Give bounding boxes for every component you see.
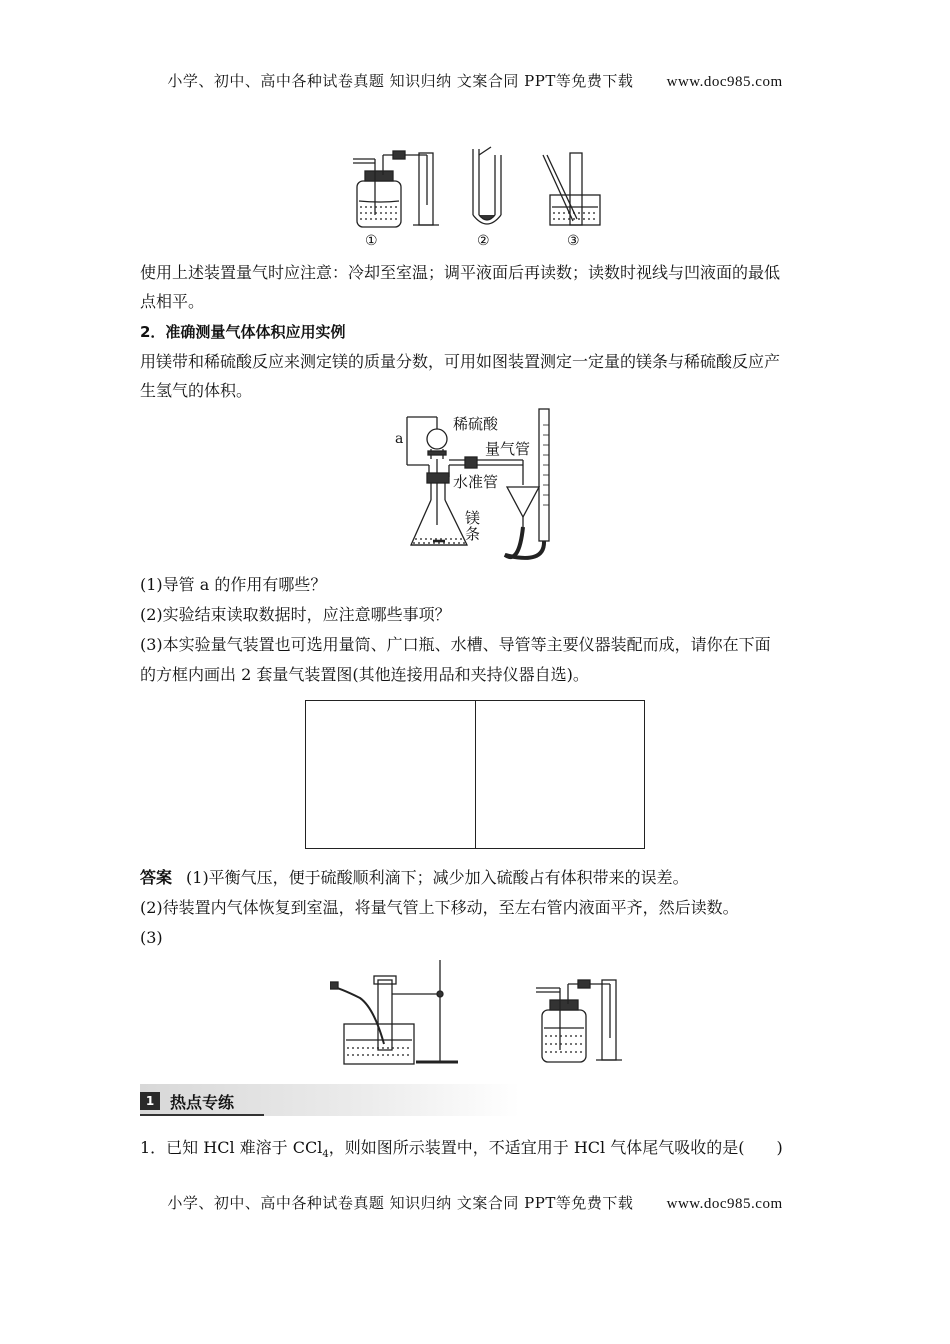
note-line-1: 使用上述装置量气时应注意：冷却至室温；调平液面后再读数；读数时视线与凹液面的最低 bbox=[140, 263, 781, 282]
question-3-line-1: (3)本实验量气装置也可选用量筒、广口瓶、水槽、导管等主要仪器装配而成，请你在下面 bbox=[140, 635, 771, 654]
question-1: (1)导管 a 的作用有哪些？ bbox=[140, 575, 327, 594]
figure-answer-apparatus bbox=[330, 958, 630, 1070]
note-line-2: 点相平。 bbox=[140, 292, 205, 311]
question-3-line-2: 的方框内画出 2 套量气装置图(其他连接用品和夹持仪器自选)。 bbox=[140, 665, 589, 684]
header-text: 小学、初中、高中各种试卷真题 知识归纳 文案合同 PPT等免费下载 bbox=[167, 72, 634, 90]
label-mg-strip-2: 条 bbox=[465, 525, 481, 543]
drawing-boxes bbox=[305, 700, 645, 849]
device-1-drawing bbox=[353, 151, 439, 227]
footer-text: 小学、初中、高中各种试卷真题 知识归纳 文案合同 PPT等免费下载 bbox=[167, 1194, 634, 1212]
footer-url[interactable]: www.doc985.com bbox=[666, 1196, 783, 1212]
device-2-drawing bbox=[473, 147, 501, 224]
answer-device-2 bbox=[536, 980, 622, 1062]
figure-mg-apparatus bbox=[395, 405, 570, 565]
answer-label: 答案 bbox=[140, 868, 173, 887]
label-mg-strip-1: 镁 bbox=[465, 509, 481, 527]
figure3-svg bbox=[330, 958, 630, 1070]
section-title: 热点专练 bbox=[170, 1093, 235, 1112]
header-url[interactable]: www.doc985.com bbox=[666, 74, 783, 90]
intro-line-1: 用镁带和稀硫酸反应来测定镁的质量分数，可用如图装置测定一定量的镁条与稀硫酸反应产 bbox=[140, 352, 781, 371]
figure1-label-3: ③ bbox=[567, 233, 580, 249]
page-header bbox=[0, 70, 950, 91]
section-2-title: 2．准确测量气体体积应用实例 bbox=[140, 323, 346, 341]
section-underline bbox=[140, 1114, 264, 1116]
answer-2: (2)待装置内气体恢复到室温，将量气管上下移动，至左右管内液面平齐，然后读数。 bbox=[140, 898, 739, 917]
question-2: (2)实验结束读取数据时，应注意哪些事项？ bbox=[140, 605, 451, 624]
answer-line-1 bbox=[140, 868, 812, 888]
label-dilute-acid: 稀硫酸 bbox=[453, 415, 499, 433]
answer-3: (3) bbox=[140, 928, 163, 947]
exercise-q1-subscript: 4 bbox=[322, 1149, 329, 1161]
answer-1: (1)平衡气压，便于硫酸顺利滴下；减少加入硫酸占有体积带来的误差。 bbox=[186, 868, 689, 887]
exercise-question-1 bbox=[140, 1138, 812, 1165]
label-level-tube: 水准管 bbox=[453, 473, 499, 491]
answer-device-1 bbox=[330, 960, 458, 1064]
device-3-drawing bbox=[543, 153, 600, 225]
figure-gas-measuring-devices bbox=[345, 145, 615, 255]
label-gas-tube: 量气管 bbox=[485, 440, 531, 458]
section-bar-practice bbox=[140, 1084, 520, 1116]
drawing-box-divider bbox=[475, 701, 476, 848]
label-pipe-a: a bbox=[395, 431, 404, 447]
page-footer bbox=[0, 1192, 950, 1213]
figure1-label-2: ② bbox=[477, 233, 490, 249]
exercise-q1-suffix: ，则如图所示装置中，不适宜用于 HCl 气体尾气吸收的是( ) bbox=[328, 1138, 783, 1157]
exercise-q1-prefix: 1．已知 HCl 难溶于 CCl bbox=[140, 1138, 323, 1157]
section-badge: 1 bbox=[140, 1092, 160, 1110]
intro-line-2: 生氢气的体积。 bbox=[140, 381, 253, 400]
figure1-label-1: ① bbox=[365, 233, 378, 249]
